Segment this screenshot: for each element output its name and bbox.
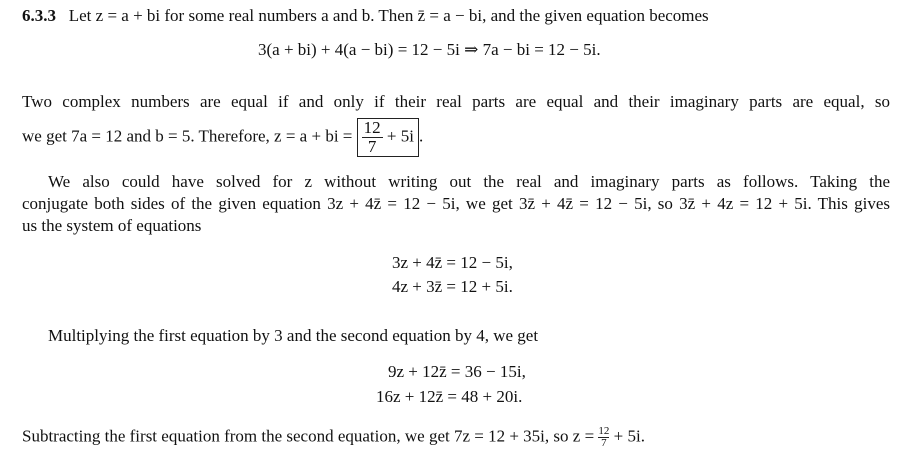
paragraph-2-line-2-text: we get 7a = 12 and b = 5. Therefore, z = a + bi = bbox=[22, 126, 353, 146]
paragraph-3-line-3: us the system of equations bbox=[22, 216, 202, 235]
final-line bbox=[22, 426, 645, 449]
section-number: 6.3.3 bbox=[22, 6, 56, 25]
final-line-suffix: + 5i. bbox=[613, 426, 645, 446]
boxed-answer bbox=[357, 118, 419, 157]
paragraph-2-line-1: Two complex numbers are equal if and only if their real parts are equal and their imaginary parts are equal, so bbox=[22, 92, 890, 111]
system-2-equation-b: 16z + 12z̄ = 48 + 20i. bbox=[376, 387, 523, 406]
intro-text: Let z = a + bi for some real numbers a and b. Then z̄ = a − bi, and the given equation becomes bbox=[68, 6, 709, 25]
final-fraction-numerator: 12 bbox=[598, 425, 610, 437]
boxed-answer-numerator: 12 bbox=[363, 118, 381, 137]
paragraph-3-line-2: conjugate both sides of the given equation 3z + 4z̄ = 12 − 5i, we get 3z̄ + 4z̄̄ = 12 − 5i, so 3z̄ + 4z = 12 + 5i. This gives bbox=[22, 194, 890, 213]
final-fraction bbox=[598, 426, 609, 449]
intro-line bbox=[22, 6, 709, 26]
boxed-answer-denominator: 7 bbox=[367, 136, 377, 156]
paragraph-2-line-2: we get 7a = 12 and b = 5. Therefore, z = a + bi = $\frac{12}{7}$ + 5i . bbox=[22, 118, 424, 156]
final-fraction-denominator: 7 bbox=[601, 437, 607, 449]
boxed-answer-suffix: + 5i bbox=[386, 126, 414, 146]
system-1-equation-b: 4z + 3z̄ = 12 + 5i. bbox=[392, 277, 513, 296]
system-1-equation-a: 3z + 4z̄ = 12 − 5i, bbox=[392, 253, 513, 272]
paragraph-4: Multiplying the first equation by 3 and the second equation by 4, we get bbox=[48, 326, 539, 345]
system-2-equation-a: 9z + 12z̄ = 36 − 15i, bbox=[388, 362, 526, 381]
paragraph-3-line-1: We also could have solved for z without writing out the real and imaginary parts as follows. Taking the bbox=[48, 172, 890, 191]
boxed-answer-fraction bbox=[362, 119, 383, 156]
final-line-text: Subtracting the first equation from the second equation, we get 7z = 12 + 35i, so z = bbox=[22, 426, 595, 446]
equation-1: 3(a + bi) + 4(a − bi) = 12 − 5i ⇒ 7a − bi = 12 − 5i. bbox=[258, 40, 601, 59]
